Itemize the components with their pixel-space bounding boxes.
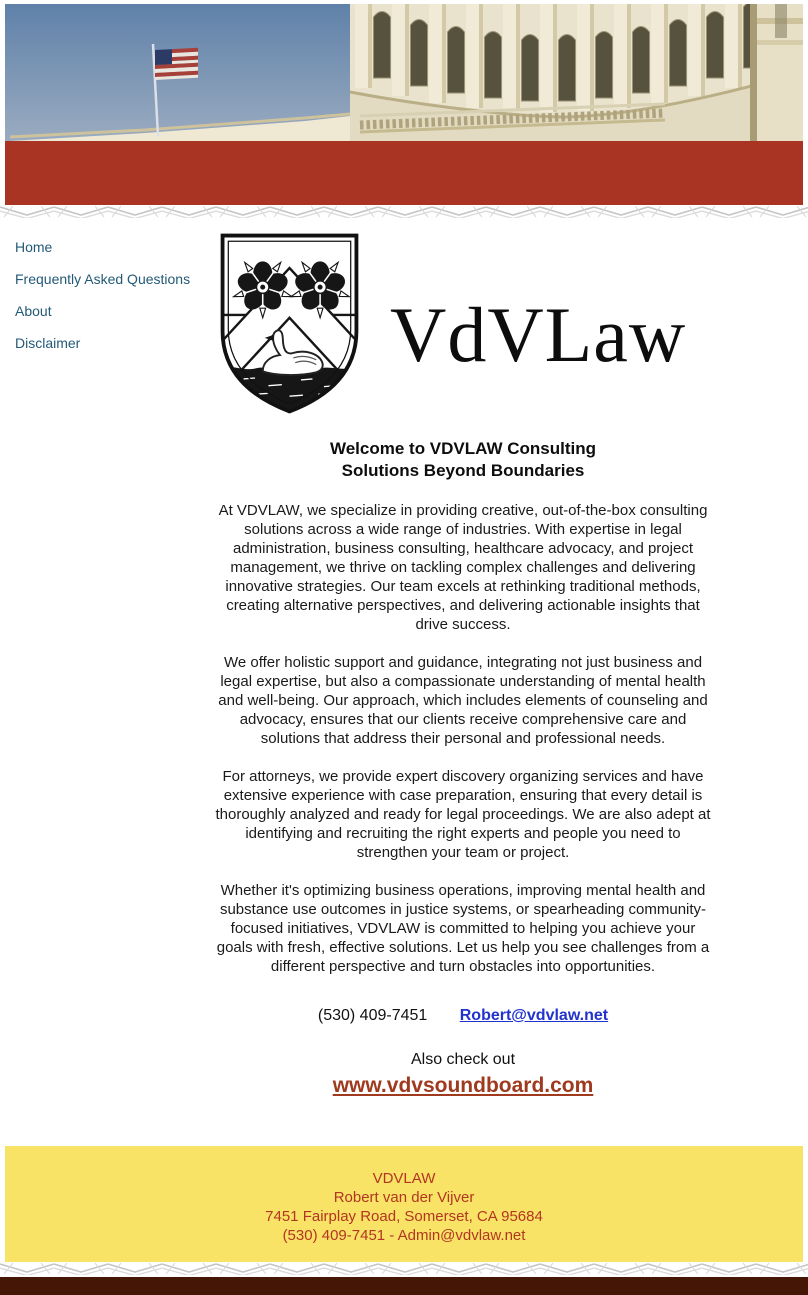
sidebar-item-about[interactable]: About bbox=[15, 303, 52, 319]
phone-number: (530) 409-7451 bbox=[317, 1007, 428, 1024]
paragraph-holistic: We offer holistic support and guidance, integrating not just business and legal expertise, but also a compassionate understanding of mental health and well-being. Our approach, which includes elements of counseling and advocacy, ensures that our clients receive comprehensive care and solutions that address their personal and professional needs. bbox=[218, 654, 708, 747]
footer-address: 7451 Fairplay Road, Somerset, CA 95684 bbox=[265, 1208, 543, 1225]
coat-of-arms-icon bbox=[213, 227, 366, 420]
contact-line bbox=[213, 1007, 713, 1025]
page-heading bbox=[213, 438, 713, 482]
sidebar-nav bbox=[15, 239, 190, 367]
sidebar-item-disclaimer[interactable]: Disclaimer bbox=[15, 335, 81, 351]
footer-company: VDVLAW bbox=[372, 1170, 436, 1187]
sidebar-item-faq[interactable]: Frequently Asked Questions bbox=[15, 271, 191, 287]
zigzag-border-bottom bbox=[0, 1262, 808, 1275]
heading-line2: Solutions Beyond Boundaries bbox=[341, 461, 585, 480]
heading-line1: Welcome to VDVLAW Consulting bbox=[329, 439, 597, 458]
footer-phone-email: (530) 409-7451 - Admin@vdvlaw.net bbox=[282, 1227, 526, 1244]
soundboard-link[interactable]: www.vdvsoundboard.com bbox=[332, 1074, 594, 1097]
hero-banner bbox=[5, 4, 803, 205]
paragraph-whether: Whether it's optimizing business operations, improving mental health and substance use outcomes in justice systems, or spearheading community-focused initiatives, VDVLAW is committed to helping you achieve your goals with fresh, effective solutions. Let us help you see challenges from a different perspective and turn obstacles into opportunities. bbox=[216, 882, 710, 975]
footer-contact-box bbox=[5, 1146, 803, 1262]
logo bbox=[213, 227, 713, 420]
email-link[interactable]: Robert@vdvlaw.net bbox=[459, 1007, 609, 1024]
bottom-bar bbox=[0, 1277, 808, 1295]
capitol-photo-icon bbox=[5, 4, 803, 141]
sidebar-item-home[interactable]: Home bbox=[15, 239, 53, 255]
logo-wordmark: VdVLaw bbox=[390, 290, 687, 378]
paragraph-intro: At VDVLAW, we specialize in providing creative, out-of-the-box consulting solutions across a wide range of industries. With expertise in legal administration, business consulting, healthcare advocacy, and project management, we thrive on tackling complex challenges and delivering innovative strategies. Our team excels at rethinking traditional methods, creating alternative perspectives, and delivering actionable insights that drive success. bbox=[218, 502, 708, 633]
paragraph-attorneys: For attorneys, we provide expert discovery organizing services and have extensive experience with case preparation, ensuring that every detail is thoroughly analyzed and ready for legal proceedings. We are also adept at identifying and recruiting the right experts and people you need to strengthen your team or project. bbox=[215, 768, 711, 861]
footer-person: Robert van der Vijver bbox=[333, 1189, 475, 1206]
zigzag-border-top bbox=[0, 205, 808, 218]
red-band bbox=[5, 141, 803, 205]
main-column bbox=[213, 227, 713, 1098]
content-area bbox=[0, 218, 808, 1146]
also-check-out-text: Also check out bbox=[410, 1051, 516, 1068]
